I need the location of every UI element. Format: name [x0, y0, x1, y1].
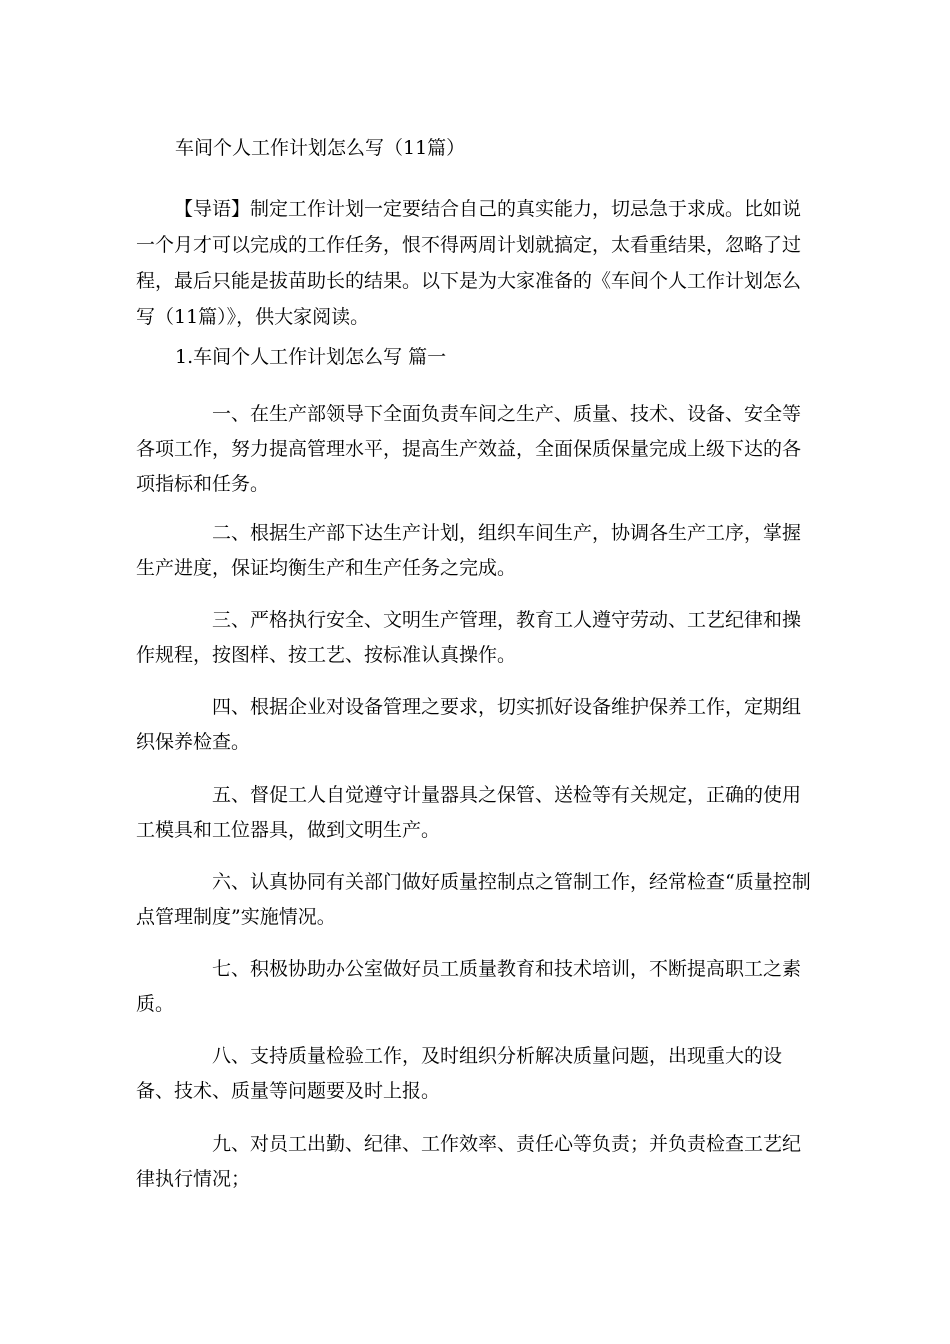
- section-heading: 1.车间个人工作计划怎么写 篇一: [175, 346, 447, 368]
- document-title: 车间个人工作计划怎么写（11篇）: [175, 137, 466, 159]
- list-item: 二、根据生产部下达生产计划，组织车间生产，协调各生产工序，掌握生产进度，保证均衡生产和生产任务之完成。: [136, 522, 802, 579]
- list-item: 四、根据企业对设备管理之要求，切实抓好设备维护保养工作，定期组织保养检查。: [136, 696, 802, 753]
- list-item: 三、严格执行安全、文明生产管理，教育工人遵守劳动、工艺纪律和操作规程，按图样、按工艺、按标准认真操作。: [136, 609, 802, 666]
- list-item: 五、督促工人自觉遵守计量器具之保管、送检等有关规定，正确的使用工模具和工位器具，做到文明生产。: [136, 784, 802, 841]
- list-item: 九、对员工出勤、纪律、工作效率、责任心等负责；并负责检查工艺纪律执行情况；: [136, 1133, 802, 1190]
- intro-paragraph: 【导语】制定工作计划一定要结合自己的真实能力，切忌急于求成。比如说一个月才可以完成的工作任务，恨不得两周计划就搞定，太看重结果，忽略了过程，最后只能是拔苗助长的结果。以下是为大家准备的《车间个人工作计划怎么写（11篇）》，供大家阅读。: [136, 198, 802, 328]
- list-item: 七、积极协助办公室做好员工质量教育和技术培训，不断提高职工之素质。: [136, 958, 802, 1015]
- list-item: 一、在生产部领导下全面负责车间之生产、质量、技术、设备、安全等各项工作，努力提高管理水平，提高生产效益，全面保质保量完成上级下达的各项指标和任务。: [136, 403, 802, 495]
- list-item: 六、认真协同有关部门做好质量控制点之管制工作，经常检查“质量控制点管理制度”实施情况。: [136, 871, 811, 928]
- list-item: 八、支持质量检验工作，及时组织分析解决质量问题，出现重大的设备、技术、质量等问题要及时上报。: [136, 1045, 783, 1102]
